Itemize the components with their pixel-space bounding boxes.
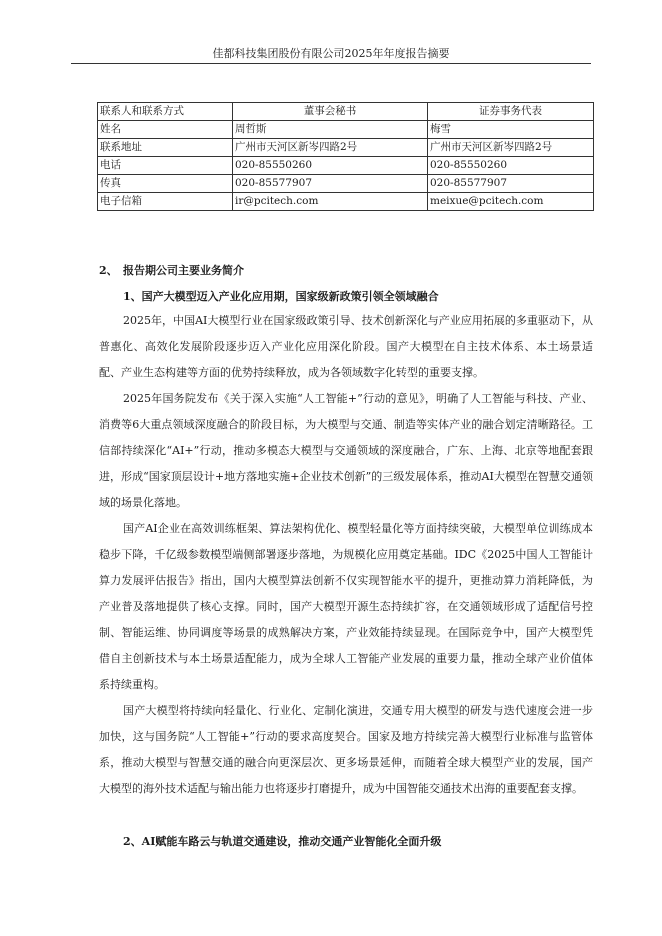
table-cell: 联系地址: [98, 139, 233, 157]
table-cell: 电话: [98, 157, 233, 175]
table-cell: 020-85550260: [428, 157, 594, 175]
header-rule: [71, 63, 591, 64]
section-title: 报告期公司主要业务简介: [123, 264, 244, 277]
table-row: [98, 139, 594, 157]
table-row: [98, 175, 594, 193]
table-cell: meixue@pcitech.com: [428, 193, 594, 211]
paragraph-1: 2025年，中国AI大模型行业在国家级政策引导、技术创新深化与产业应用拓展的多重驱动下，从普惠化、高效化发展阶段逐步迈入产业化应用深化阶段。国产大模型在自主技术体系、本土场景适配、产业生态构建等方面的优势持续释放，成为各领域数字化转型的重要支撑。: [99, 314, 593, 379]
table-cell: ir@pcitech.com: [233, 193, 428, 211]
paragraph-2: 2025年国务院发布《关于深入实施“人工智能+”行动的意见》，明确了人工智能与科技、产业、消费等6大重点领域深度融合的阶段目标，为大模型与交通、制造等实体产业的融合划定清晰路径。工信部持续深化“AI+”行动，推动多模态大模型与交通领域的深度融合，广东、上海、北京等地配套跟进，形成“国家顶层设计+地方落地实施+企业技术创新”的三级发展体系，推动AI大模型在智慧交通领域的场景化落地。: [99, 392, 593, 509]
section-heading: [99, 262, 244, 278]
contact-table: [97, 102, 594, 211]
table-cell: 梅雪: [428, 121, 594, 139]
table-cell: 周哲斯: [233, 121, 428, 139]
paragraph-3: 国产AI企业在高效训练框架、算法架构优化、模型轻量化等方面持续突破，大模型单位训练成本稳步下降，千亿级参数模型端侧部署逐步落地，为规模化应用奠定基础。IDC《2025中国人工智能计算力发展评估报告》指出，国内大模型算法创新不仅实现智能水平的提升，更推动算力消耗降低，为产业普及落地提供了核心支撑。同时，国产大模型开源生态持续扩容，在交通领域形成了适配信号控制、智能运维、协同调度等场景的成熟解决方案，产业效能持续显现。在国际竞争中，国产大模型凭借自主创新技术与本土场景适配能力，成为全球人工智能产业发展的重要力量，推动全球产业价值体系持续重构。: [99, 522, 593, 691]
table-row: [98, 121, 594, 139]
table-cell: 020-85550260: [233, 157, 428, 175]
table-row: [98, 193, 594, 211]
table-row: [98, 157, 594, 175]
table-cell: 广州市天河区新岑四路2号: [233, 139, 428, 157]
section-number: 2、: [99, 264, 118, 277]
table-cell: 传真: [98, 175, 233, 193]
page-header: 佳都科技集团股份有限公司2025年年度报告摘要: [212, 47, 450, 60]
table-header-cell: 董事会秘书: [233, 103, 428, 121]
paragraph-4: 国产大模型将持续向轻量化、行业化、定制化演进，交通专用大模型的研发与迭代速度会进一步加快，这与国务院“人工智能+”行动的要求高度契合。国家及地方持续完善大模型行业标准与监管体系，推动大模型与智慧交通的融合向更深层次、更多场景延伸，而随着全球大模型产业的发展，国产大模型的海外技术适配与输出能力也将逐步打磨提升，成为中国智能交通技术出海的重要配套支撑。: [99, 704, 593, 795]
table-cell: 020-85577907: [233, 175, 428, 193]
table-header-cell: 联系人和联系方式: [98, 103, 233, 121]
table-cell: 电子信箱: [98, 193, 233, 211]
table-cell: 姓名: [98, 121, 233, 139]
table-cell: 广州市天河区新岑四路2号: [428, 139, 594, 157]
table-header-row: [98, 103, 594, 121]
table-cell: 020-85577907: [428, 175, 594, 193]
subheading-2: 2、AI赋能车路云与轨道交通建设，推动交通产业智能化全面升级: [123, 835, 442, 848]
subheading-1: 1、国产大模型迈入产业化应用期，国家级新政策引领全领域融合: [123, 290, 439, 303]
table-header-cell: 证券事务代表: [428, 103, 594, 121]
